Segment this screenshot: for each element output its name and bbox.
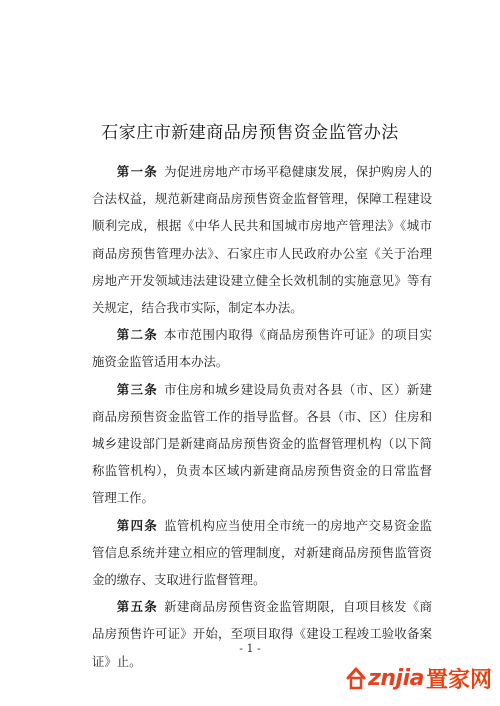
article-text: 监管机构应当使用全市统一的房地产交易资金监管信息系统并建立相应的管理制度，对新建商品房预售监管资金的缴存、支取进行监督管理。 bbox=[92, 517, 433, 588]
house-roof-icon bbox=[346, 665, 366, 691]
article-1 bbox=[92, 158, 432, 321]
article-2 bbox=[92, 321, 432, 375]
article-label: 第四条 bbox=[116, 517, 159, 533]
article-text: 本市范围内取得《商品房预售许可证》的项目实施资金监管适用本办法。 bbox=[92, 327, 433, 370]
article-text: 新建商品房预售资金监管期限，自项目核发《商品房预售许可证》开始，至项目取得《建设工程竣工验收备案证》止。 bbox=[92, 599, 433, 669]
article-text: 市住房和城乡建设局负责对各县（市、区）新建商品房预售资金监管工作的指导监督。各县（市、区）住房和城乡建设部门是新建商品房预售资金的监督管理机构（以下简称监管机构），负责本区域内新建商品房预售资金的日常监督管理工作。 bbox=[92, 381, 433, 506]
article-text: 为促进房地产市场平稳健康发展，保护购房人的合法权益，规范新建商品房预售资金监督管理，保障工程建设顺利完成，根据《中华人民共和国城市房地产管理法》《城市商品房预售管理办法》、石家庄市人民政府办公室《关于治理房地产开发领域违法建设建立健全长效机制的实施意见》等有关规定，结合我市实际，制定本办法。 bbox=[92, 164, 433, 316]
document-body bbox=[92, 158, 432, 675]
site-watermark bbox=[346, 660, 492, 696]
watermark-brand: znjia bbox=[368, 665, 424, 691]
article-label: 第二条 bbox=[116, 327, 159, 343]
watermark-name: 置家网 bbox=[425, 667, 492, 693]
page-number: - 1 - bbox=[239, 642, 261, 655]
article-label: 第一条 bbox=[116, 164, 159, 179]
article-label: 第五条 bbox=[116, 599, 159, 615]
article-label: 第三条 bbox=[116, 381, 159, 397]
article-4 bbox=[92, 512, 432, 594]
article-3 bbox=[92, 376, 432, 512]
document-title: 石家庄市新建商品房预售资金监管办法 bbox=[101, 123, 399, 143]
